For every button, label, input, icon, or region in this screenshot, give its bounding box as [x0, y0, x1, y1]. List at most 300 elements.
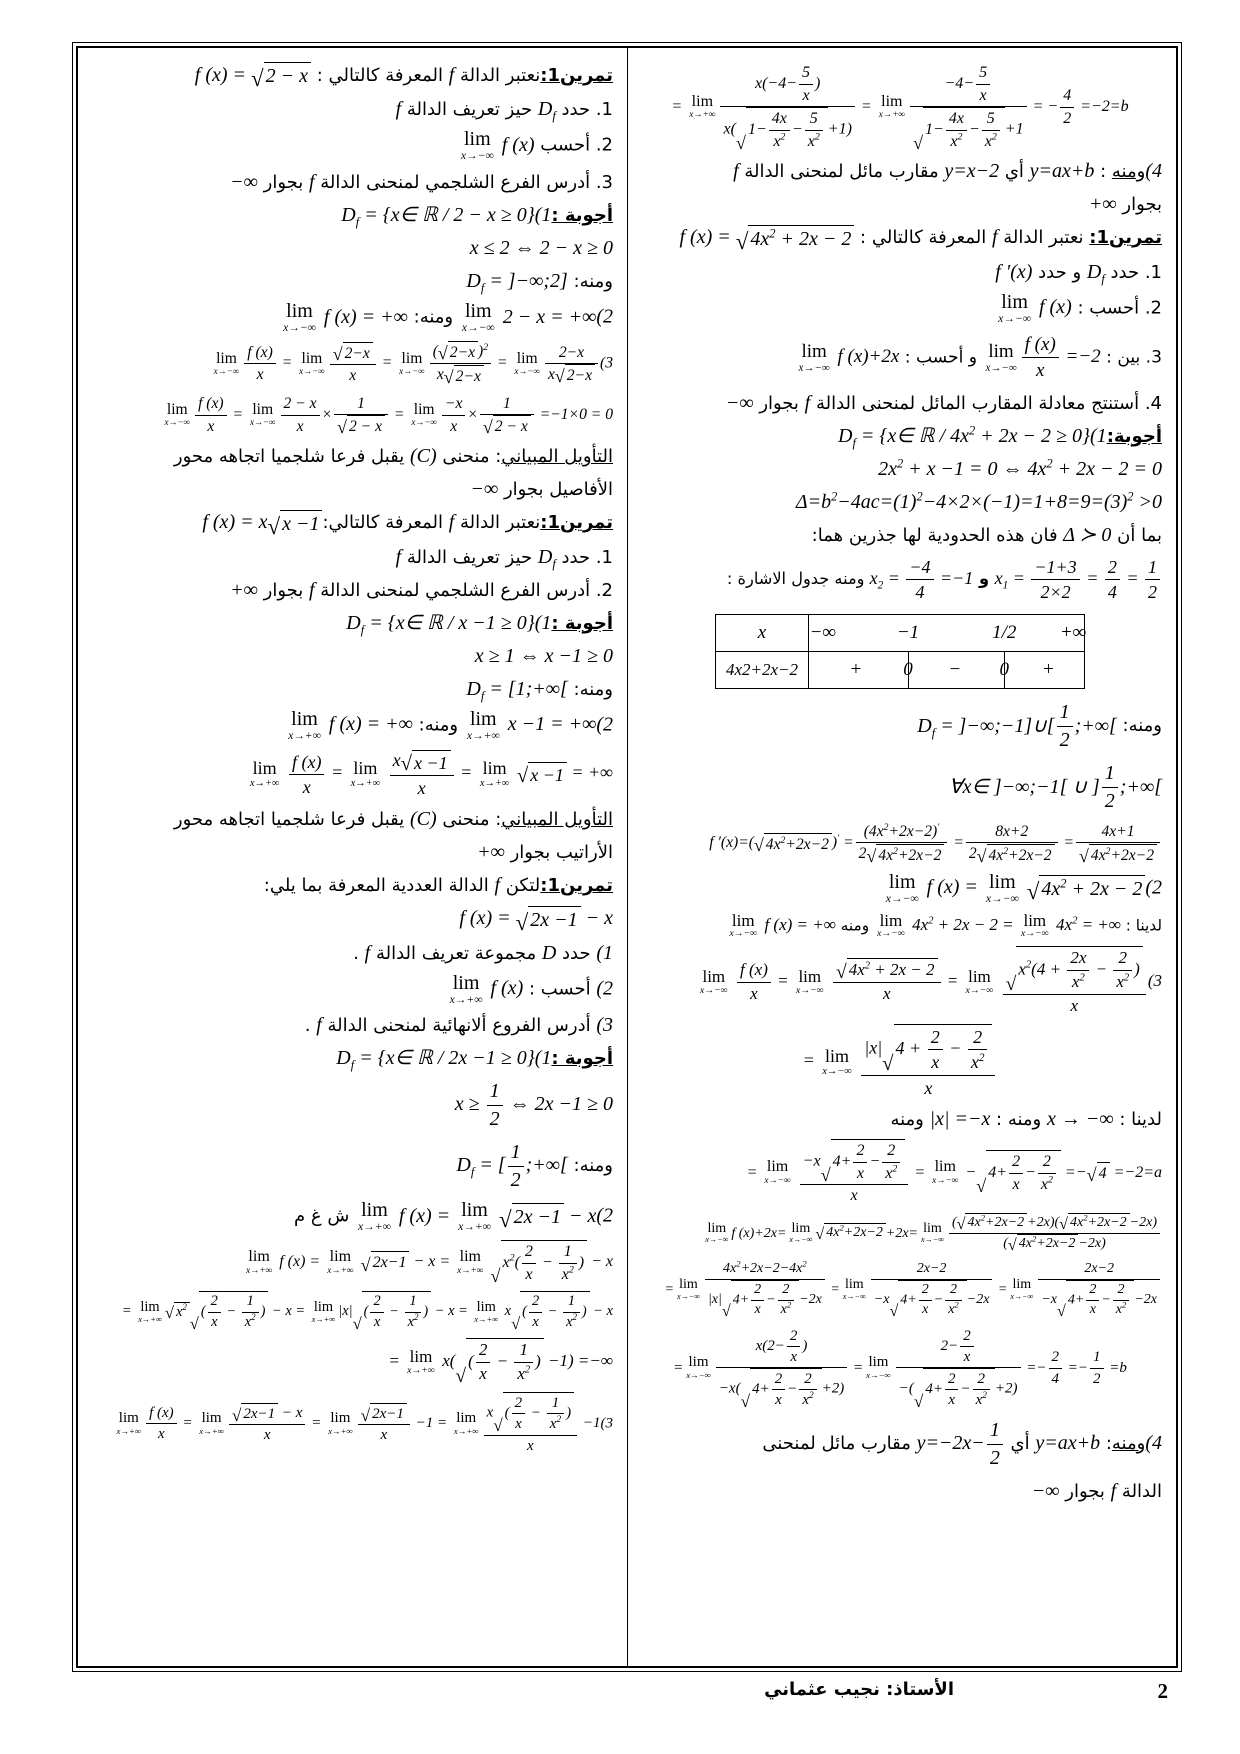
- limit-word: lim: [140, 1298, 160, 1315]
- arabic-text: التأويل المبياني: [501, 446, 613, 468]
- formula-line: [88, 62, 613, 90]
- limit: [886, 872, 919, 906]
- fraction: [919, 1281, 932, 1320]
- square-root: [493, 1392, 574, 1435]
- limit-subscript: x→+∞: [689, 110, 716, 121]
- fraction-numerator: 2: [799, 1369, 816, 1390]
- fraction-denominator: $x^2$: [1071, 972, 1085, 992]
- fraction-numerator: f (x): [244, 342, 276, 364]
- fraction: [906, 555, 933, 605]
- square-root: [483, 415, 531, 437]
- sign-table: [715, 614, 1085, 689]
- fraction: [484, 1392, 578, 1456]
- math-expression: (1: [534, 1047, 552, 1070]
- arabic-text: 2. أحسب :: [1071, 297, 1162, 319]
- fraction: [871, 1260, 993, 1320]
- limit: [299, 351, 325, 377]
- limit-subscript: x→−∞: [676, 1291, 700, 1301]
- arabic-text: ومنه: [835, 915, 874, 934]
- limit-subscript: x→−∞: [460, 149, 494, 163]
- radicand: ( $\frac{2}{x}$ − $\frac{1}{x^2}$ ): [503, 1392, 574, 1435]
- section-heading: تمرين1:: [540, 65, 613, 86]
- limit: [199, 1411, 224, 1436]
- limit-word: lim: [923, 1220, 942, 1236]
- formula-line: [638, 62, 1162, 152]
- limit-word: lim: [469, 707, 497, 730]
- radical-sign: √: [1086, 1164, 1097, 1185]
- arabic-text: لدينا :: [1113, 1109, 1162, 1131]
- radicand: 4+ $\frac{2}{x}$ − $\frac{2}{x^2}$: [831, 1139, 906, 1184]
- arabic-text: بجوار: [1059, 1480, 1111, 1502]
- radical-sign: √: [189, 1313, 199, 1333]
- limit: [328, 1411, 353, 1436]
- fraction-denominator: $x^2$: [773, 131, 786, 150]
- math-expression: (3: [1147, 971, 1162, 991]
- fraction-denominator: x: [207, 417, 215, 435]
- subscript: f: [480, 281, 485, 296]
- math-expression: f (x) = √ $4x^2 + 2x - 2$: [679, 226, 854, 248]
- arabic-text: ومنه:: [1116, 715, 1162, 737]
- fraction-numerator: 5: [799, 62, 813, 85]
- formula-line: [88, 1012, 613, 1039]
- limit: [288, 709, 321, 743]
- fraction-denominator: x: [1070, 996, 1078, 1016]
- fraction-denominator: $x^2$: [802, 1391, 814, 1409]
- arabic-text: ومنه:: [407, 306, 459, 328]
- superscript: 2: [802, 1258, 807, 1269]
- formula-line: [638, 760, 1162, 815]
- radicand: $4x^2+2x-2$: [1068, 1213, 1130, 1233]
- radicand: x −1: [528, 762, 567, 787]
- fraction-numerator: f (x): [1022, 332, 1059, 359]
- fraction: [514, 1339, 533, 1386]
- fraction-denominator: 4: [1051, 1370, 1060, 1387]
- fraction: [480, 393, 534, 437]
- fraction: [508, 1139, 524, 1194]
- limit-word: lim: [118, 1410, 139, 1427]
- fraction: [1009, 1151, 1023, 1195]
- radicand: $4x^2+2x-2$: [1017, 1234, 1079, 1254]
- radicand: $x^2(4$ + $\frac{2x}{x^2}$ − $\frac{2}{x^2}$ ): [1016, 946, 1142, 994]
- math-expression: $D_f$ = {x∈ ℝ / 2 − x ≥ 0}: [341, 204, 535, 230]
- limit-subscript: x→+∞: [245, 1266, 273, 1277]
- math-expression: $x_1$ = $\frac{-1+3}{2\times 2}$ = $\frac{2}{4}$ = $\frac{1}{2}$: [995, 568, 1162, 588]
- limit-word: lim: [888, 870, 916, 893]
- math-expression: |x| =−x: [929, 1108, 991, 1131]
- limit: [407, 1348, 435, 1377]
- limit-subscript: x→−∞: [699, 984, 728, 996]
- fraction-denominator: x: [790, 1348, 797, 1365]
- limit-subscript: x→+∞: [474, 1314, 499, 1324]
- limit: [822, 1047, 852, 1077]
- subscript: f: [1101, 271, 1105, 286]
- math-expression: f: [316, 1014, 322, 1037]
- math-expression: $D_f$ = ]−∞;−1]∪[ $\frac{1}{2}$ ;+∞[: [917, 715, 1117, 737]
- fraction-numerator: 1: [563, 1292, 580, 1312]
- fraction: [1057, 699, 1073, 754]
- arabic-text: بجوار: [257, 579, 309, 601]
- formula-line: [88, 940, 613, 967]
- math-expression: (1: [596, 941, 613, 964]
- arabic-text: أحسب :: [523, 978, 597, 1000]
- fraction-numerator: [833, 958, 941, 983]
- superscript: 2: [968, 423, 976, 438]
- fraction: [146, 1403, 177, 1445]
- fraction-numerator: −x √ 4+ $\frac{2}{x}$ − $\frac{2}{x^2}$: [800, 1139, 909, 1185]
- fraction-numerator: 2x−2: [1038, 1260, 1160, 1280]
- limit-word: lim: [1023, 910, 1047, 930]
- limit: [921, 1222, 944, 1246]
- formula-line: [88, 806, 613, 833]
- formula-line: [88, 169, 613, 196]
- fraction: [1076, 821, 1160, 865]
- fraction-denominator: |x| √ 4+ $\frac{2}{x}$ − $\frac{2}{x^2}$ −2x: [707, 1281, 822, 1320]
- limit-word: lim: [463, 128, 491, 151]
- limit-subscript: x→−∞: [985, 361, 1017, 374]
- limit-word: lim: [691, 92, 714, 110]
- math-expression: x → −∞: [1046, 1108, 1114, 1131]
- square-root: [516, 906, 581, 934]
- superscript: 2: [182, 1301, 187, 1312]
- math-expression: lim x→−∞ $4x^2 + 2x - 2$ = lim x→−∞ $4x^2$ = +∞: [876, 910, 1121, 940]
- limit-subscript: x→−∞: [998, 311, 1031, 325]
- limit-word: lim: [329, 1248, 352, 1266]
- page-frame-inner: [76, 46, 1178, 1668]
- fraction-numerator: 5: [805, 108, 823, 131]
- superscript: 2: [251, 1311, 256, 1322]
- fraction-numerator: 1: [987, 1417, 1003, 1445]
- fraction-denominator: $x^2$: [948, 1299, 959, 1317]
- fraction-denominator: $x^2$: [407, 1311, 419, 1330]
- radical-sign: √: [251, 66, 264, 92]
- superscript: 2: [1031, 1233, 1037, 1244]
- math-expression: lim x→+∞ $\frac{f (x)}{x}$ = lim x→+∞ x √ x −1 x = lim x→+∞ √ x −1 = +∞: [247, 762, 613, 782]
- superscript: 2: [883, 822, 889, 834]
- square-root: [499, 1203, 564, 1231]
- limit-word: lim: [216, 349, 237, 367]
- math-expression: $D_f$ = [ $\frac{1}{2}$ ;+∞[: [456, 1154, 567, 1176]
- fraction-numerator: $4x^2+2x-2-4x^2$: [705, 1260, 825, 1280]
- fraction-denominator: $x^2$: [984, 131, 997, 150]
- square-root: [337, 415, 385, 437]
- square-root: [438, 341, 478, 363]
- limit-subscript: x→−∞: [299, 366, 325, 377]
- arabic-text: يقبل فرعا شلجميا اتجاهه محور: [173, 809, 410, 831]
- math-expression: (4: [1145, 1431, 1162, 1454]
- arabic-text: حيز تعريف الدالة: [401, 99, 538, 121]
- math-expression: f: [395, 545, 402, 568]
- radicand: $4x^2 + 2x - 2$: [847, 958, 938, 982]
- radical-sign: √: [820, 1164, 831, 1185]
- square-root: [1008, 1234, 1079, 1254]
- footer-teacher: الأستاذ: نجيب عثماني: [764, 1679, 954, 1700]
- section-heading: تمرين1:: [1089, 227, 1162, 249]
- limit: [789, 1222, 812, 1246]
- limit-subscript: x→+∞: [138, 1314, 162, 1324]
- math-expression: lim x→−∞ f (x)+2x= lim x→−∞ √ $4x^2+2x-2$ +2x= lim x→−∞ ( √ $4x^2+2x-2$ +2x)( √ $4x^2+2x-2$ −2x) ( √ $4x^2+2x-2$ −2x): [702, 1226, 1162, 1241]
- arabic-text: أي: [1004, 1432, 1036, 1454]
- square-root: [741, 1368, 822, 1411]
- sign-table-point: −1: [896, 622, 920, 644]
- limit-word: lim: [248, 1248, 270, 1266]
- fraction: [1049, 1347, 1063, 1389]
- formula-line: [88, 1291, 613, 1332]
- math-expression: lim x→−∞ f (x) = +∞: [283, 300, 408, 335]
- formula-line: [88, 268, 613, 295]
- arabic-text: ومنه:: [567, 1155, 613, 1177]
- limit-subscript: x→+∞: [458, 1220, 491, 1234]
- limit: [879, 94, 905, 121]
- fraction-numerator: f (x): [737, 959, 771, 983]
- math-expression: (1: [534, 204, 552, 227]
- fraction: [799, 1369, 816, 1411]
- limit-word: lim: [702, 966, 726, 986]
- fraction-denominator: [1076, 843, 1160, 865]
- limit-subscript: x→+∞: [311, 1314, 336, 1324]
- fraction-denominator: x: [479, 1364, 487, 1384]
- fraction-numerator: 1: [1102, 760, 1118, 788]
- radical-sign: √: [455, 1365, 467, 1387]
- formula-line: [638, 1326, 1162, 1411]
- sign-table-sign-row: [716, 651, 1084, 688]
- limit-word: lim: [252, 400, 274, 418]
- fraction: [716, 1326, 847, 1411]
- radicand: $x^2$: [174, 1302, 190, 1322]
- fraction-denominator: x: [754, 1301, 761, 1317]
- limit-subscript: x→+∞: [249, 778, 280, 790]
- limit: [165, 402, 191, 428]
- limit-subscript: x→−∞: [985, 891, 1019, 905]
- superscript: 2: [1003, 845, 1009, 857]
- math-expression: (2: [1145, 876, 1162, 899]
- math-expression: (C): [409, 808, 437, 831]
- formula-line: [88, 872, 613, 899]
- square-root: [353, 1291, 432, 1332]
- fraction-numerator: 4x: [769, 108, 790, 131]
- arabic-text: نعتبر الدالة: [454, 512, 541, 534]
- fraction-denominator: $x^2$: [244, 1311, 256, 1330]
- radical-sign: √: [443, 366, 454, 387]
- arabic-text: 1. حدد: [1104, 261, 1162, 283]
- fraction-numerator: 2: [512, 1393, 526, 1414]
- limit-word: lim: [461, 1199, 488, 1222]
- arabic-text: بجوار: [753, 392, 805, 414]
- radicand: $4x^2+2x-2$: [764, 833, 832, 855]
- fraction-denominator: x: [450, 417, 458, 435]
- superscript: 2: [1079, 972, 1085, 984]
- sign-table-row-label: 4x2+2x−2: [716, 652, 809, 688]
- math-expression: f: [494, 874, 500, 897]
- fraction-denominator: x: [1036, 360, 1045, 382]
- square-root: [165, 1302, 190, 1322]
- limit: [1021, 912, 1049, 941]
- radical-sign: √: [815, 1226, 825, 1244]
- fraction: [910, 62, 1027, 152]
- formula-line: [88, 1078, 613, 1133]
- fraction-numerator: 2: [960, 1326, 974, 1347]
- fraction: [966, 821, 1058, 865]
- limit-subscript: x→−∞: [798, 361, 830, 374]
- arabic-text: 2. أحسب: [534, 134, 613, 156]
- fraction: [370, 1292, 383, 1332]
- limit: [985, 342, 1016, 374]
- limit-word: lim: [361, 1199, 388, 1222]
- limit-subscript: x→−∞: [164, 417, 191, 428]
- radicand: 2−x: [454, 365, 484, 387]
- limit: [116, 1411, 141, 1436]
- fraction-numerator: [1003, 946, 1146, 995]
- fraction-denominator: ( √ $4x^2+2x-2$ −2x): [1003, 1233, 1106, 1254]
- math-expression: Δ ≻ 0: [1063, 523, 1112, 546]
- arabic-text: مقارب مائل لمنحنى الدالة: [738, 161, 945, 183]
- fraction-numerator: 1: [508, 1139, 524, 1167]
- radicand: $4x^2 + 2x - 2$: [1039, 875, 1145, 903]
- arabic-text: حدد: [556, 942, 597, 964]
- limit-word: lim: [201, 1410, 222, 1427]
- math-expression: lim x→−∞ f (x) = +∞: [729, 910, 836, 940]
- fraction-numerator: 2: [1038, 1151, 1056, 1174]
- fraction-numerator: 1: [1090, 1347, 1104, 1368]
- math-expression: (3: [600, 1415, 613, 1432]
- fraction: [244, 342, 276, 385]
- formula-line: [88, 748, 613, 800]
- limit-subscript: x→+∞: [288, 728, 321, 742]
- math-expression: f ′(x)=( √ $4x^2+2x-2$ )′ = $(4x^2+2x-2)'$ 2 √ $4x^2+2x-2$ = 8x+2 2 √ $4x^2+2x-2$ = 4x+1 √ $4x^2+2x-2$: [709, 834, 1162, 851]
- limit-word: lim: [791, 1220, 811, 1236]
- section-heading: تمرين1:: [540, 512, 613, 534]
- radical-sign: √: [511, 1313, 521, 1333]
- formula-line: [638, 1260, 1162, 1320]
- radical-sign: √: [490, 1265, 501, 1286]
- arabic-text: 4. أستنتج معادلة المقارب المائل لمنحنى الدالة: [810, 392, 1162, 414]
- arabic-text: و أحسب :: [899, 347, 983, 368]
- superscript: 2: [556, 1415, 562, 1426]
- math-expression: +∞: [477, 841, 505, 864]
- arabic-text: التأويل المبياني: [501, 809, 613, 831]
- math-expression: $D_f$ = {x∈ ℝ / 2x −1 ≥ 0}: [336, 1047, 535, 1073]
- fraction-numerator: 2: [787, 1326, 801, 1347]
- math-expression: $2x^2 + x -1 = 0$ ⇔ $4x^2 + 2x - 2 = 0$: [878, 456, 1162, 480]
- superscript: 2: [916, 489, 923, 504]
- arabic-text: بجوار: [257, 172, 309, 194]
- limit: [866, 1355, 891, 1380]
- math-expression: (C): [409, 445, 437, 468]
- fraction: [833, 958, 941, 1006]
- limit-subscript: x→−∞: [705, 1235, 729, 1245]
- math-expression: f: [395, 98, 402, 121]
- formula-line: [638, 191, 1162, 218]
- fraction-numerator: 2: [1086, 1281, 1099, 1301]
- section-heading: تمرين1:: [540, 875, 613, 897]
- superscript: 2: [1046, 456, 1053, 471]
- limit-subscript: x→−∞: [686, 1370, 711, 1381]
- limit: [250, 759, 280, 789]
- fraction-denominator: $x^2$: [780, 1299, 792, 1317]
- fraction-denominator: $x^2$: [566, 1311, 577, 1330]
- math-expression: lim x→+∞ f (x) = lim x→+∞ √ 2x−1 − x = lim x→+∞ √ $x^2$( $\frac{2}{x}$ − $\frac{1}{x^2}$ ) − x: [243, 1253, 613, 1270]
- math-expression: f (x) = √ 2 − x: [195, 64, 311, 86]
- radicand: ( $\frac{2}{x}$ − $\frac{1}{x^2}$ ): [199, 1291, 269, 1332]
- fraction-numerator: f (x): [195, 393, 227, 415]
- arabic-text: المعرفة كالتالي :: [311, 65, 449, 86]
- square-root: [815, 1223, 886, 1243]
- limit-subscript: x→−∞: [729, 928, 758, 940]
- superscript: 2: [1060, 876, 1067, 891]
- math-expression: f: [448, 64, 455, 86]
- limit-word: lim: [301, 349, 323, 367]
- radical-sign: √: [267, 513, 281, 539]
- math-expression: (2: [596, 305, 613, 328]
- formula-line: [88, 610, 613, 637]
- fraction-numerator: 5: [976, 62, 990, 85]
- fraction-numerator: 2: [853, 1140, 867, 1163]
- fraction-denominator: x( √ 1− $\frac{4x}{x^2}$ − $\frac{5}{x^2}$ +1): [720, 107, 854, 152]
- math-expression: $D_f$ = {x∈ ℝ / x −1 ≥ 0}: [346, 611, 535, 637]
- formula-line: [88, 1392, 613, 1456]
- superscript: 2: [413, 1311, 419, 1322]
- arabic-text: نعتبر الدالة: [997, 227, 1090, 249]
- formula-line: [88, 341, 613, 387]
- limit-subscript: x→−∞: [965, 984, 994, 996]
- radical-sign: √: [912, 132, 924, 153]
- limit-subscript: x→−∞: [932, 1176, 959, 1187]
- fraction-numerator: 5: [982, 108, 1000, 131]
- fraction-denominator: x: [417, 777, 426, 798]
- fraction: [737, 959, 771, 1006]
- fraction-numerator: 2: [476, 1339, 491, 1363]
- fraction-numerator: 2x−2: [871, 1260, 993, 1280]
- fraction-denominator: x: [802, 86, 810, 104]
- fraction-numerator: −4: [906, 555, 933, 580]
- radical-sign: √: [835, 961, 847, 983]
- math-expression: lim x→+∞ f (x) = lim x→+∞ √ 2x −1 − x: [358, 1199, 597, 1234]
- math-expression: = lim x→−∞ |x| √ 4 + $\frac{2}{x}$ − $\frac{2}{x^2}$ x: [803, 1050, 998, 1070]
- radical-sign: √: [352, 1313, 362, 1333]
- limit-word: lim: [798, 966, 822, 986]
- radicand: 2−x: [343, 342, 373, 364]
- fraction-numerator: 2: [1113, 1281, 1130, 1301]
- formula-line: [88, 973, 613, 1007]
- arabic-text: ومنه جدول الاشارة :: [726, 568, 870, 588]
- fraction: [390, 748, 454, 800]
- math-expression: f: [448, 511, 455, 534]
- formula-line: [638, 259, 1162, 286]
- radicand: $4x^2+2x-2$: [824, 1223, 886, 1243]
- square-root: [754, 833, 832, 855]
- math-expression: lim x→+∞ f (x): [449, 971, 524, 1006]
- fraction-numerator: f (x): [146, 1403, 177, 1424]
- limit: [998, 292, 1031, 326]
- math-expression: f: [309, 171, 315, 194]
- fraction: [720, 62, 854, 152]
- fraction-numerator: 2: [945, 1281, 962, 1301]
- fraction-numerator: 8x+2: [966, 821, 1058, 843]
- fraction-numerator: 2: [945, 1369, 959, 1390]
- math-expression: D: [541, 941, 557, 964]
- formula-line: [638, 292, 1162, 326]
- superscript: 2: [780, 131, 786, 143]
- formula-line: [638, 872, 1162, 906]
- limit-subscript: x→−∞: [876, 928, 905, 940]
- fraction: [289, 750, 324, 800]
- fraction-denominator: x: [931, 1052, 940, 1073]
- fraction-denominator: 2: [1059, 729, 1070, 752]
- limit-word: lim: [459, 1248, 481, 1266]
- limit-word: lim: [516, 349, 538, 367]
- fraction: [769, 108, 790, 152]
- math-expression: = lim x→−∞ x(2− $\frac{2}{x}$ ) −x( √ 4+ $\frac{2}{x}$ − $\frac{2}{x^2}$ +2) = lim x→−∞ 2− $\frac{2}{x}$ −( √ 4+ $\frac{2}{x}$ − $\frac{2}{x^2}$ +2) =− $\frac{2}{4}$ =− $\frac{1}{2}$ =b: [673, 1327, 1127, 1412]
- limit: [214, 351, 240, 377]
